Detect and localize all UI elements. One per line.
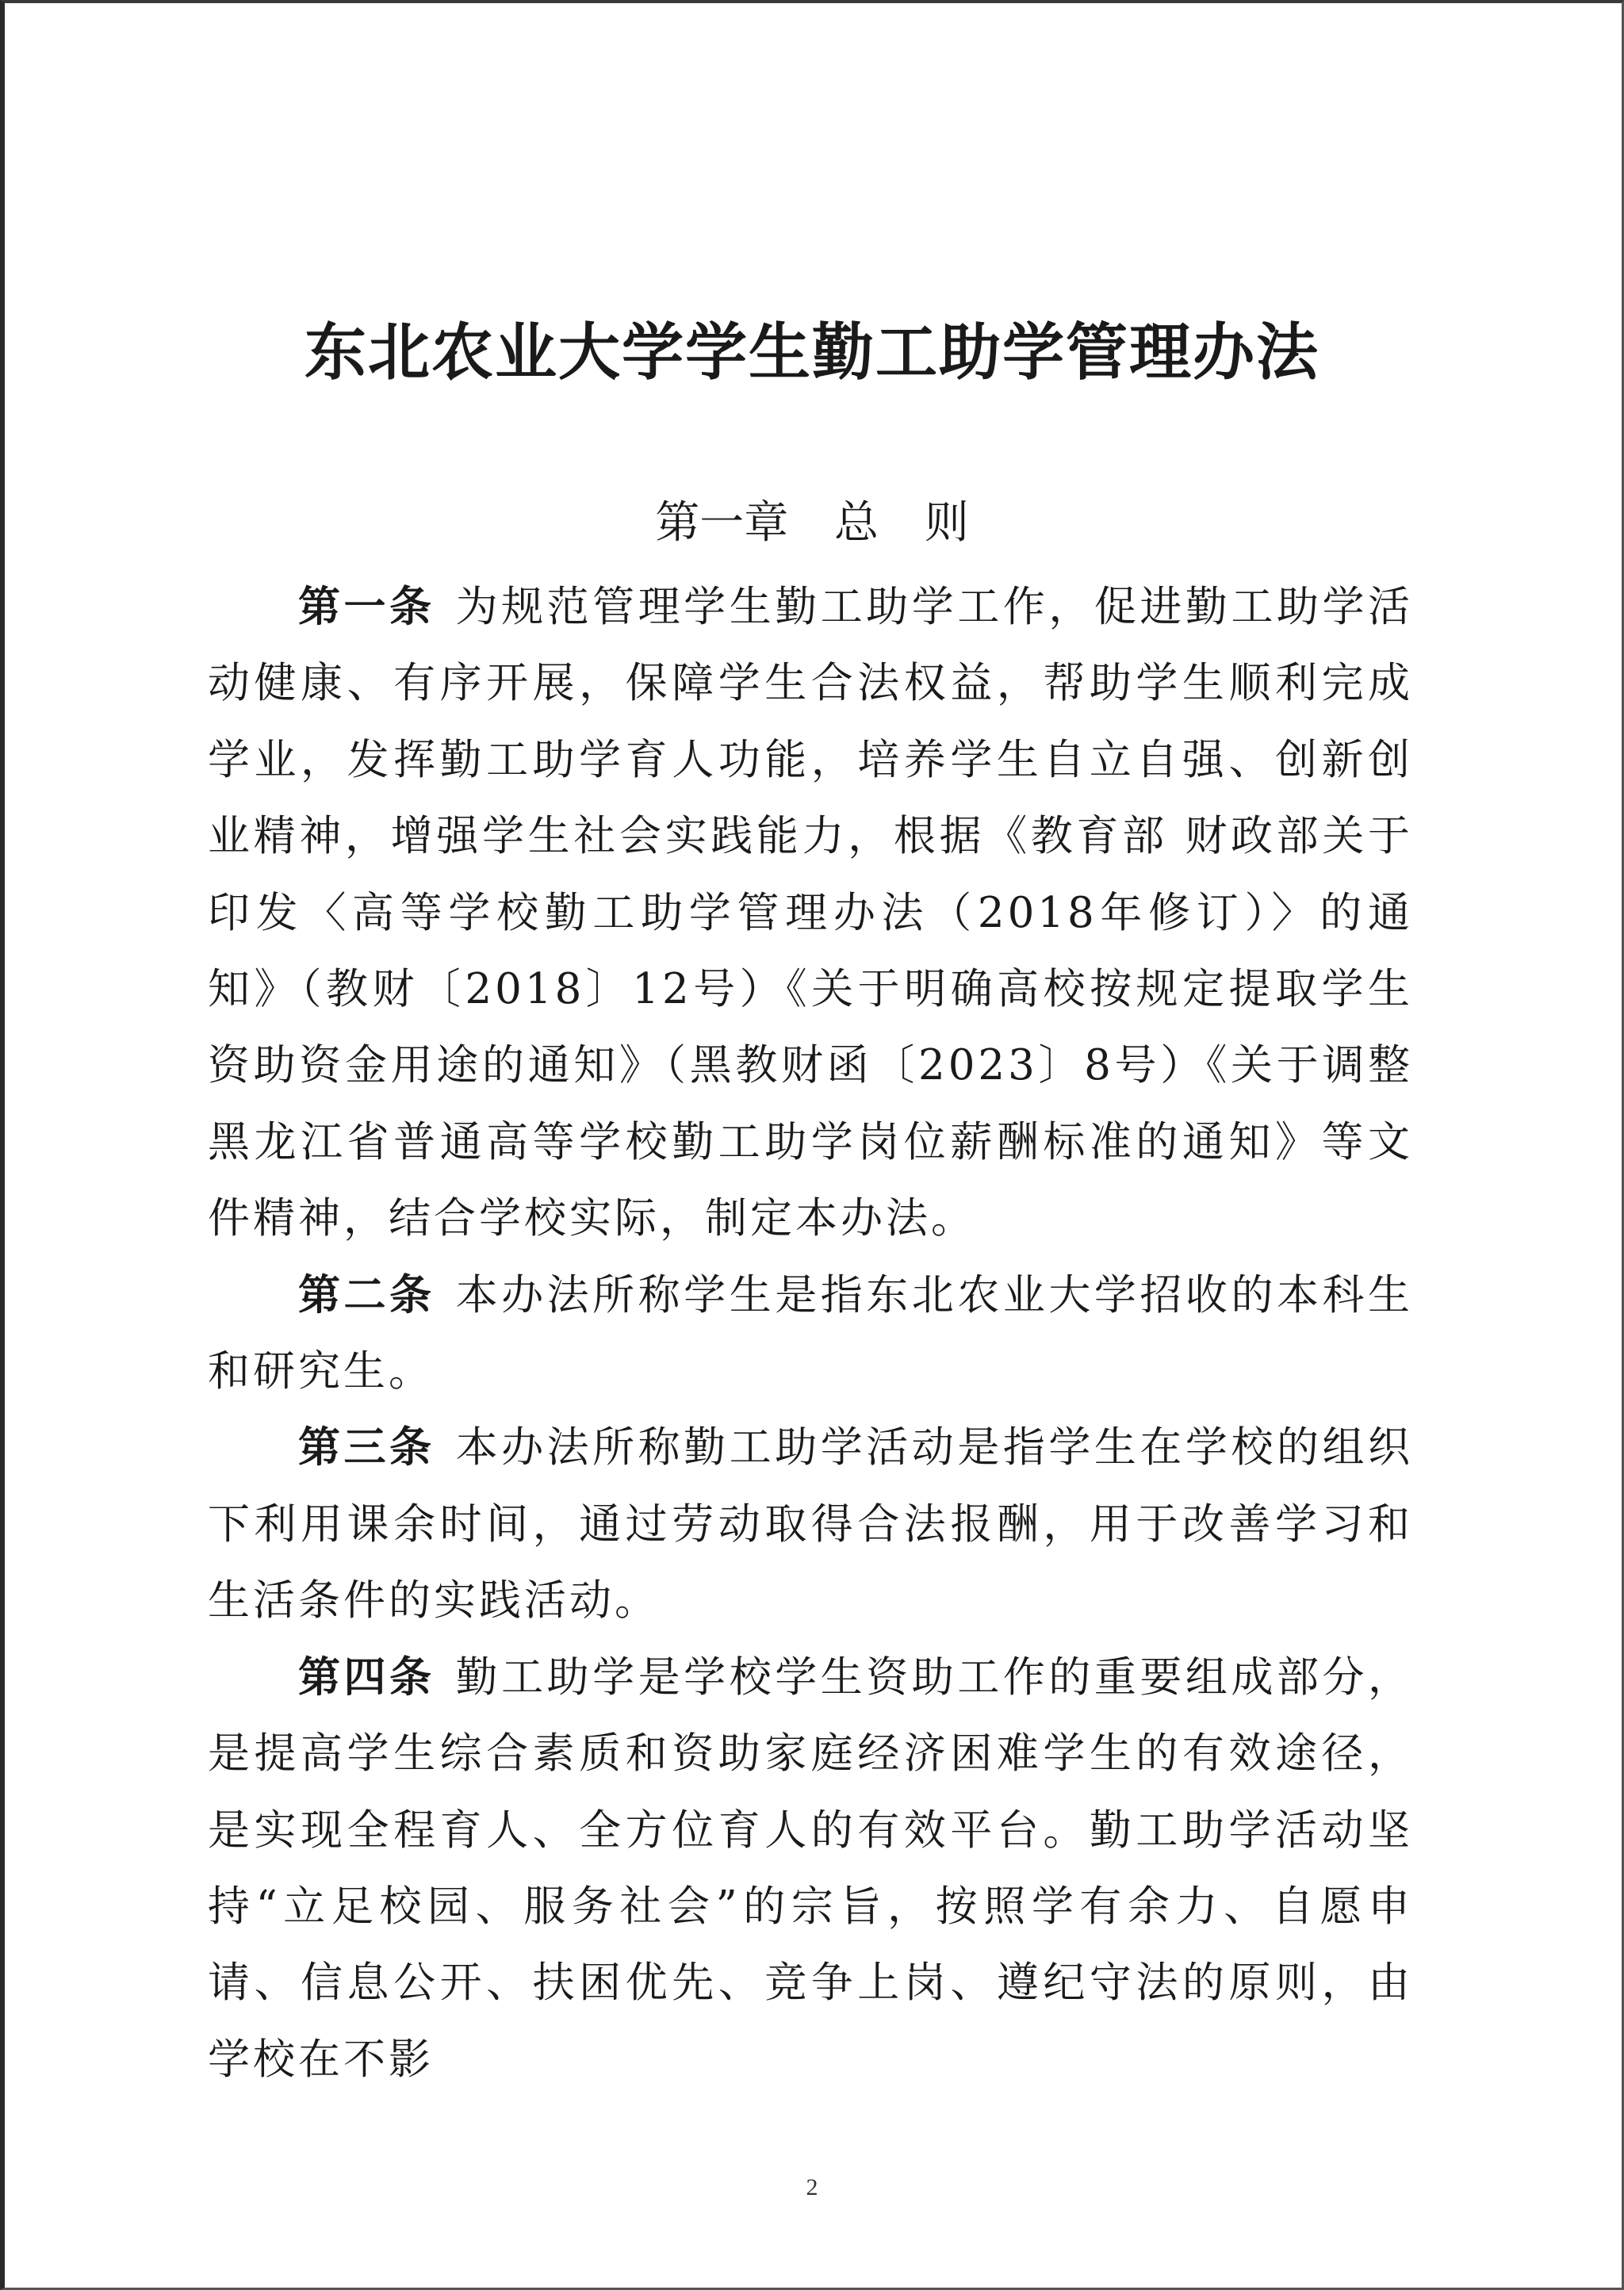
article-2 xyxy=(208,1258,1413,1411)
document-body xyxy=(208,569,1413,2098)
article-4 xyxy=(208,1640,1413,2098)
article-1 xyxy=(208,569,1413,1258)
article-text: 本办法所称学生是指东北农业大学招收的本科生和研究生。 xyxy=(208,1270,1414,1396)
article-label: 第一条 xyxy=(298,583,435,631)
article-label: 第三条 xyxy=(298,1423,435,1472)
article-label: 第二条 xyxy=(298,1270,435,1319)
article-label: 第四条 xyxy=(298,1652,435,1702)
document-title: 东北农业大学学生勤工助学管理办法 xyxy=(304,316,1320,389)
article-text: 为规范管理学生勤工助学工作，促进勤工助学活动健康、有序开展，保障学生合法权益，帮助学生顺利完成学业，发挥勤工助学育人功能，培养学生自立自强、创新创业精神，增强学生社会实践能力，根据《教育部 财政部关于印发〈高等学校勤工助学管理办法（2018年修订）〉的通知》（教财〔2018〕12号）《关于明确高校按规定提取学生资助资金用途的通知》（黑教财函〔2023〕8号）《关于调整黑龙江省普通高等学校勤工助学岗位薪酬标准的通知》等文件精神，结合学校实际，制定本办法。 xyxy=(208,583,1414,1243)
page-number: 2 xyxy=(806,2174,818,2200)
chapter-heading: 第一章 总 则 xyxy=(655,497,969,549)
article-3 xyxy=(208,1410,1413,1639)
article-text: 勤工助学是学校学生资助工作的重要组成部分，是提高学生综合素质和资助家庭经济困难学生的有效途径，是实现全程育人、全方位育人的有效平台。勤工助学活动坚持“立足校园、服务社会”的宗旨，按照学有余力、自愿申请、信息公开、扶困优先、竞争上岗、遵纪守法的原则，由学校在不影 xyxy=(208,1652,1414,2084)
article-text: 本办法所称勤工助学活动是指学生在学校的组织下利用课余时间，通过劳动取得合法报酬，用于改善学习和生活条件的实践活动。 xyxy=(208,1423,1414,1626)
